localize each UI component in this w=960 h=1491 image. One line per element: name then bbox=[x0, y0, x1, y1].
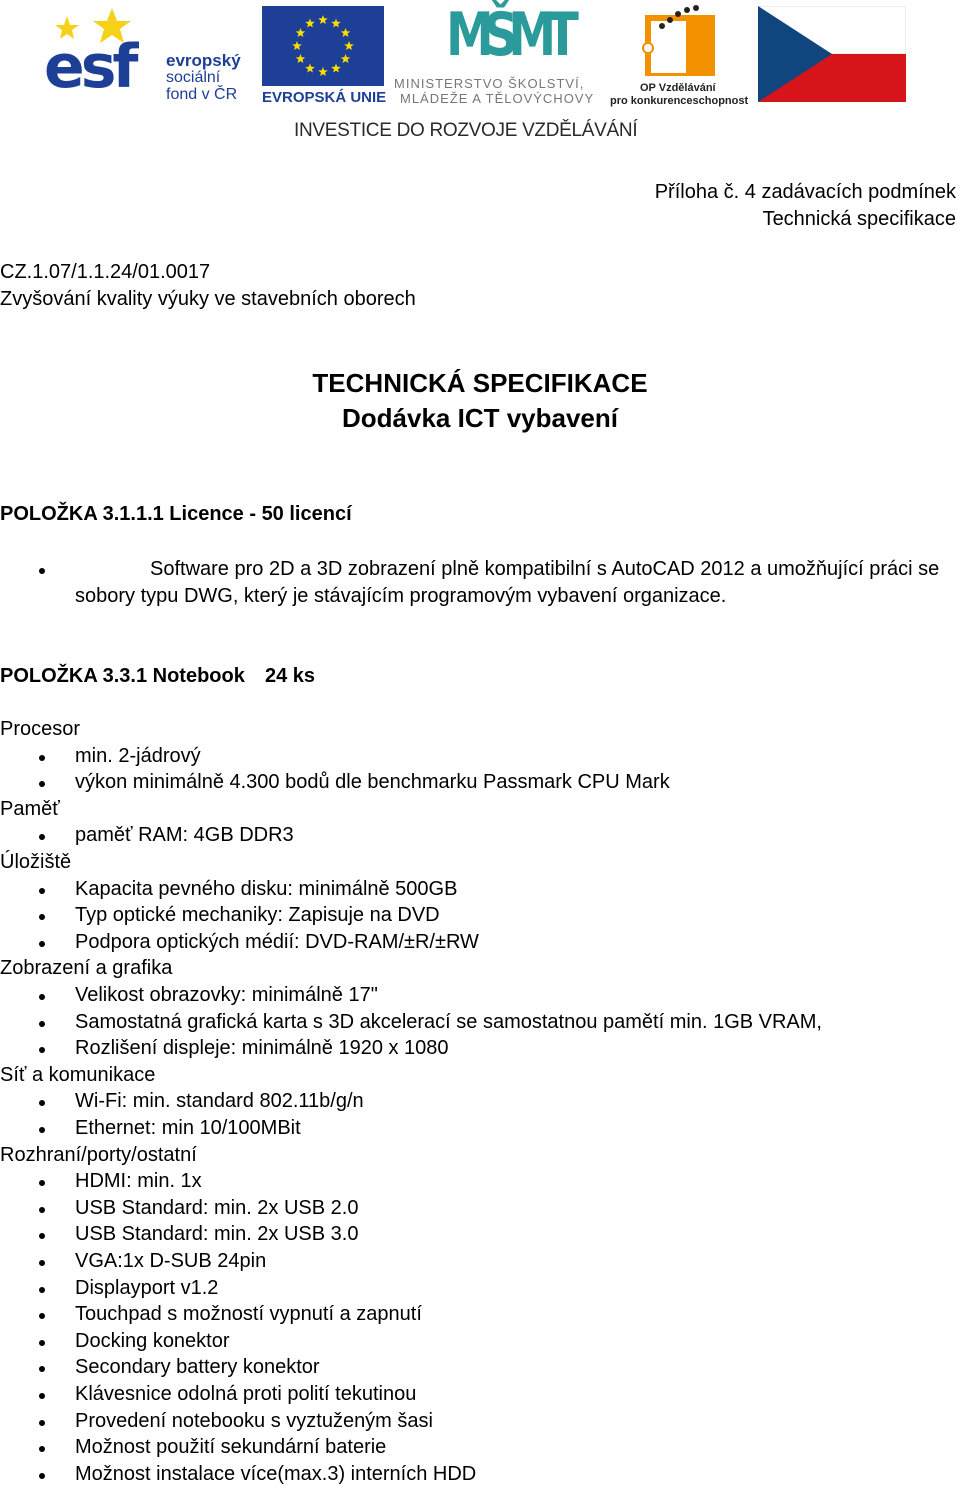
spec-bullet bbox=[39, 1233, 45, 1239]
esf-text-line1: evropský bbox=[166, 51, 241, 70]
spec-item: Secondary battery konektor bbox=[75, 1356, 320, 1379]
spec-item: min. 2-jádrový bbox=[75, 744, 201, 767]
spec-item: Rozlišení displeje: minimálně 1920 x 1080 bbox=[75, 1037, 449, 1060]
spec-bullet bbox=[39, 1366, 45, 1372]
logo-bar bbox=[0, 0, 960, 150]
spec-section-title: Zobrazení a grafika bbox=[0, 957, 173, 980]
spec-bullet bbox=[39, 1287, 45, 1293]
esf-text-line3: fond v ČR bbox=[166, 86, 238, 103]
czech-flag-icon bbox=[758, 6, 906, 102]
msmt-text-line1: MINISTERSTVO ŠKOLSTVÍ, bbox=[394, 76, 585, 91]
tagline: INVESTICE DO ROZVOJE VZDĚLÁVÁNÍ bbox=[294, 120, 638, 141]
msmt-text bbox=[394, 76, 594, 106]
spec-item: Možnost použití sekundární baterie bbox=[75, 1436, 387, 1459]
eu-logo bbox=[262, 6, 387, 106]
spec-item: výkon minimálně 4.300 bodů dle benchmarku Passmark CPU Mark bbox=[75, 771, 670, 794]
item2-quantity: 24 ks bbox=[265, 665, 316, 687]
spec-bullet bbox=[39, 1021, 45, 1027]
spec-item: Touchpad s možností vypnutí a zapnutí bbox=[75, 1303, 422, 1326]
spec-bullet bbox=[39, 1127, 45, 1133]
spec-item: USB Standard: min. 2x USB 2.0 bbox=[75, 1196, 359, 1219]
spec-bullet bbox=[39, 1473, 45, 1479]
project-code: CZ.1.07/1.1.24/01.0017 bbox=[0, 261, 211, 283]
spec-item: Displayport v1.2 bbox=[75, 1276, 219, 1299]
project-name: Zvyšování kvality výuky ve stavebních oborech bbox=[0, 288, 416, 310]
msmt-logo bbox=[394, 0, 604, 108]
spec-item: Klávesnice odolná proti polití tekutinou bbox=[75, 1383, 417, 1405]
spec-bullet bbox=[39, 1340, 45, 1346]
spec-section-title: Síť a komunikace bbox=[0, 1063, 156, 1086]
spec-item: paměť RAM: 4GB DDR3 bbox=[75, 824, 294, 847]
spec-bullet bbox=[39, 1260, 45, 1266]
spec-bullet bbox=[39, 1420, 45, 1426]
item1-text-line1: Software pro 2D a 3D zobrazení plně kompatibilní s AutoCAD 2012 a umožňující práci se bbox=[150, 558, 940, 580]
op-text bbox=[610, 82, 748, 108]
op-text-line2: pro konkurenceschopnost bbox=[610, 95, 749, 107]
eu-flag-icon bbox=[262, 6, 384, 86]
item1-text-line2: sobory typu DWG, který je stávajícím programovým vybavení organizace. bbox=[75, 585, 727, 607]
msmt-monogram: MŠMT bbox=[446, 0, 569, 70]
spec-item: Kapacita pevného disku: minimálně 500GB bbox=[75, 877, 458, 900]
spec-bullet bbox=[39, 1446, 45, 1452]
spec-item: USB Standard: min. 2x USB 3.0 bbox=[75, 1223, 359, 1246]
op-logo bbox=[610, 4, 750, 108]
spec-section-title: Procesor bbox=[0, 718, 81, 740]
esf-logo bbox=[42, 6, 257, 106]
spec-item: Možnost instalace více(max.3) interních HDD bbox=[75, 1462, 477, 1485]
spec-section-title: Paměť bbox=[0, 797, 60, 820]
spec-item: Typ optické mechaniky: Zapisuje na DVD bbox=[75, 904, 440, 927]
spec-bullet bbox=[39, 1313, 45, 1319]
spec-item: Provedení notebooku s vyztuženým šasi bbox=[75, 1409, 433, 1432]
attachment-line2: Technická specifikace bbox=[762, 208, 956, 230]
spec-section-title: Rozhraní/porty/ostatní bbox=[0, 1143, 197, 1166]
spec-item: Podpora optických médií: DVD-RAM/±R/±RW bbox=[75, 930, 479, 953]
op-emblem-icon bbox=[640, 4, 730, 76]
spec-bullet bbox=[39, 781, 45, 787]
spec-bullet bbox=[39, 888, 45, 894]
spec-bullet bbox=[39, 994, 45, 1000]
spec-bullet bbox=[39, 834, 45, 840]
spec-item: Samostatná grafická karta s 3D akcelerací se samostatnou pamětí min. 1GB VRAM, bbox=[75, 1010, 822, 1033]
eu-label: EVROPSKÁ UNIE bbox=[262, 89, 387, 106]
spec-bullet bbox=[39, 914, 45, 920]
spec-item: VGA:1x D-SUB 24pin bbox=[75, 1250, 267, 1272]
spec-item: Velikost obrazovky: minimálně 17" bbox=[75, 984, 378, 1006]
spec-item: Ethernet: min 10/100MBit bbox=[75, 1117, 301, 1139]
esf-letters: esf bbox=[44, 32, 135, 102]
spec-item: HDMI: min. 1x bbox=[75, 1170, 202, 1193]
spec-item: Docking konektor bbox=[75, 1329, 230, 1352]
esf-text-line2: sociální bbox=[166, 69, 221, 86]
spec-bullet bbox=[39, 1100, 45, 1106]
spec-bullet bbox=[39, 755, 45, 761]
item1-heading: POLOŽKA 3.1.1.1 Licence - 50 licencí bbox=[0, 503, 352, 525]
spec-bullet bbox=[39, 1393, 45, 1399]
attachment-line1: Příloha č. 4 zadávacích podmínek bbox=[654, 181, 956, 203]
spec-bullet bbox=[39, 1047, 45, 1053]
document-title: TECHNICKÁ SPECIFIKACE bbox=[312, 368, 648, 398]
spec-section-title: Úložiště bbox=[0, 851, 72, 873]
spec-bullet bbox=[39, 1180, 45, 1186]
msmt-text-line2: MLÁDEŽE A TĚLOVÝCHOVY bbox=[400, 91, 595, 106]
spec-item: Wi-Fi: min. standard 802.11b/g/n bbox=[75, 1090, 364, 1113]
spec-bullet bbox=[39, 1207, 45, 1213]
item2-heading: POLOŽKA 3.3.1 Notebook bbox=[0, 665, 245, 687]
esf-text bbox=[166, 52, 241, 103]
spec-bullet bbox=[39, 941, 45, 947]
document-subtitle: Dodávka ICT vybavení bbox=[342, 403, 618, 433]
op-text-line1: OP Vzdělávání bbox=[640, 82, 716, 94]
item1-bullet bbox=[39, 568, 45, 574]
